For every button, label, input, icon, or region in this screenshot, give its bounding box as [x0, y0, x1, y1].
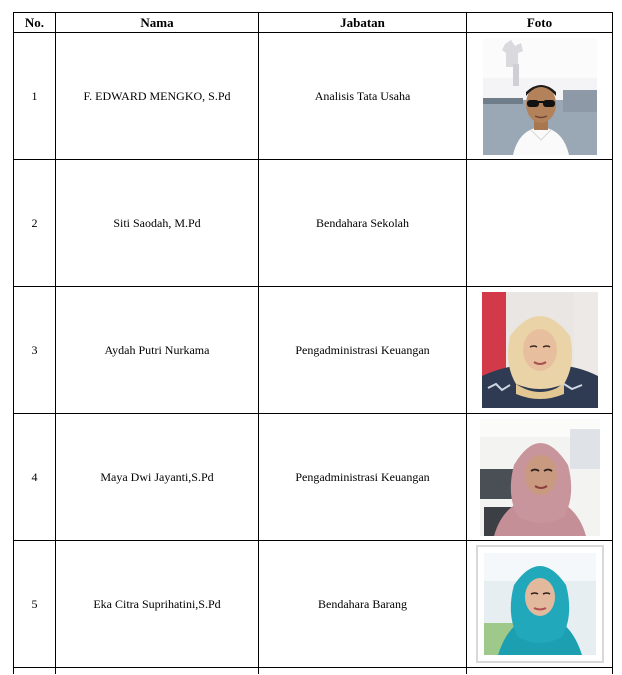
portrait-photo-woman-beige-hijab — [482, 292, 598, 408]
portrait-photo-woman-teal-hijab — [476, 545, 604, 663]
cell-nama: Aydah Putri Nurkama — [56, 287, 259, 414]
cell-jabatan: Pengadministrasi Keuangan — [259, 414, 467, 541]
table-row — [14, 287, 613, 414]
header-foto: Foto — [467, 13, 613, 33]
table-row — [14, 414, 613, 541]
cell-jabatan: Pengadministrasi Keuangan — [259, 287, 467, 414]
cell-jabatan: Bendahara Sekolah — [259, 160, 467, 287]
cell-no: 3 — [14, 287, 56, 414]
table-row-continuation — [14, 668, 613, 675]
cell-foto — [467, 541, 613, 668]
cell-jabatan: Bendahara Barang — [259, 541, 467, 668]
cell-no: 4 — [14, 414, 56, 541]
staff-table — [13, 12, 613, 674]
table-row — [14, 160, 613, 287]
cell-nama: Eka Citra Suprihatini,S.Pd — [56, 541, 259, 668]
table-row — [14, 33, 613, 160]
table-header-row — [14, 13, 613, 33]
cell-no: 5 — [14, 541, 56, 668]
cell-nama: Siti Saodah, M.Pd — [56, 160, 259, 287]
header-nama: Nama — [56, 13, 259, 33]
portrait-photo-man-sunglasses — [483, 38, 597, 155]
header-jabatan: Jabatan — [259, 13, 467, 33]
cell-no: 1 — [14, 33, 56, 160]
cell-foto — [467, 287, 613, 414]
table-row — [14, 541, 613, 668]
cell-jabatan: Analisis Tata Usaha — [259, 33, 467, 160]
cell-no: 2 — [14, 160, 56, 287]
cell-nama: Maya Dwi Jayanti,S.Pd — [56, 414, 259, 541]
cell-foto — [467, 33, 613, 160]
portrait-photo-woman-pink-hijab — [480, 419, 600, 536]
cell-foto — [467, 414, 613, 541]
header-no: No. — [14, 13, 56, 33]
cell-foto-empty — [467, 160, 613, 287]
cell-nama: F. EDWARD MENGKO, S.Pd — [56, 33, 259, 160]
